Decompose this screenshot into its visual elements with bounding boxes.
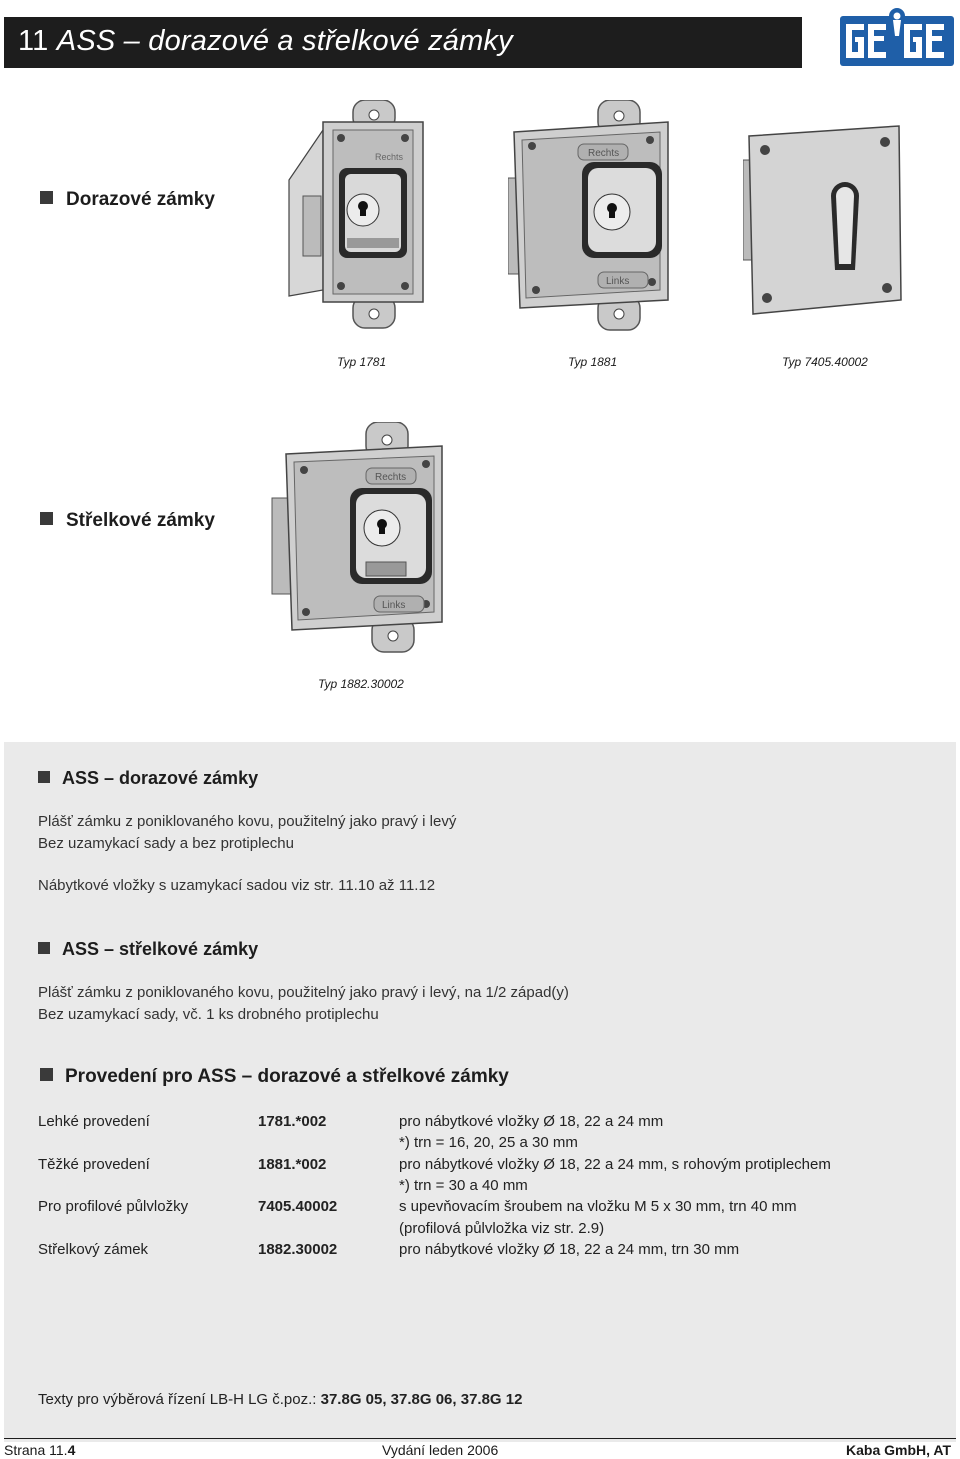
links-label: Links <box>606 276 630 287</box>
caption-typ-1881: Typ 1881 <box>568 355 618 369</box>
title-bar <box>4 17 802 68</box>
variant-code: 1882.30002 <box>258 1241 338 1258</box>
variant-desc: pro nábytkové vložky Ø 18, 22 a 24 mm, trn 30 mm <box>399 1241 740 1258</box>
links-label: Links <box>382 600 406 611</box>
lock-photo-1882 <box>270 422 448 654</box>
footer-rule <box>4 1438 956 1439</box>
text-line: Plášť zámku z poniklovaného kovu, použitelný jako pravý i levý, na 1/2 západ(y) <box>38 984 569 1001</box>
variant-name: Střelkový zámek <box>38 1241 149 1258</box>
variant-code: 1781.*002 <box>258 1113 327 1130</box>
text-line: Bez uzamykací sady, vč. 1 ks drobného protiplechu <box>38 1006 379 1023</box>
caption-typ-7405: Typ 7405.40002 <box>782 355 868 369</box>
caption-typ-1781: Typ 1781 <box>337 355 387 369</box>
chapter-title: ASS – dorazové a střelkové zámky <box>56 25 513 57</box>
footer-issue: Vydání leden 2006 <box>382 1442 499 1458</box>
variant-desc: s upevňovacím šroubem na vložku M 5 x 30 mm, trn 40 mm <box>399 1198 797 1215</box>
rechts-label: Rechts <box>375 152 404 162</box>
chapter-number: 11 <box>18 25 49 57</box>
footer-company: Kaba GmbH, AT <box>846 1442 952 1458</box>
heading-ass-dorazove <box>38 768 258 789</box>
variant-desc-2: *) trn = 16, 20, 25 a 30 mm <box>399 1134 578 1151</box>
variant-desc: pro nábytkové vložky Ø 18, 22 a 24 mm, s rohovým protiplechem <box>399 1156 831 1173</box>
footer-page-prefix: Strana 11. <box>4 1442 68 1458</box>
bullet-square-icon <box>40 512 53 525</box>
lock-photo-7405 <box>743 120 907 320</box>
footer-page-number: 4 <box>67 1442 76 1458</box>
section-heading-strelkove <box>40 510 215 532</box>
tender-texts-codes: 37.8G 05, 37.8G 06, 37.8G 12 <box>320 1391 523 1408</box>
rechts-label: Rechts <box>375 472 407 483</box>
tender-texts <box>38 1391 522 1408</box>
variant-desc-2: (profilová půlvložka viz str. 2.9) <box>399 1220 605 1237</box>
bullet-square-icon <box>38 771 50 783</box>
text-line: Plášť zámku z poniklovaného kovu, použitelný jako pravý i levý <box>38 813 457 830</box>
gege-logo <box>838 8 956 70</box>
variant-code: 7405.40002 <box>258 1198 338 1215</box>
section-heading-dorazove <box>40 189 215 211</box>
caption-typ-1882: Typ 1882.30002 <box>318 677 404 691</box>
variant-name: Lehké provedení <box>38 1113 150 1130</box>
text-line: Bez uzamykací sady a bez protiplechu <box>38 835 294 852</box>
heading-text: ASS – střelkové zámky <box>62 939 259 959</box>
rechts-label: Rechts <box>588 148 620 159</box>
bullet-square-icon <box>40 1068 53 1081</box>
heading-ass-strelkove <box>38 939 258 960</box>
section-title: Střelkové zámky <box>66 510 215 531</box>
lock-photo-1881 <box>508 100 676 332</box>
page-title <box>18 25 513 58</box>
tender-texts-prefix: Texty pro výběrová řízení LB-H LG č.poz.: <box>38 1391 321 1408</box>
variant-name: Těžké provedení <box>38 1156 150 1173</box>
bullet-square-icon <box>38 942 50 954</box>
section-title: Dorazové zámky <box>66 189 215 210</box>
bullet-square-icon <box>40 191 53 204</box>
variant-code: 1881.*002 <box>258 1156 327 1173</box>
variant-desc: pro nábytkové vložky Ø 18, 22 a 24 mm <box>399 1113 664 1130</box>
lock-photo-1781 <box>283 100 449 330</box>
heading-text: ASS – dorazové zámky <box>62 768 259 788</box>
variant-name: Pro profilové půlvložky <box>38 1198 189 1215</box>
text-line: Nábytkové vložky s uzamykací sadou viz str. 11.10 až 11.12 <box>38 877 436 894</box>
heading-provedeni <box>40 1066 509 1088</box>
variant-desc-2: *) trn = 30 a 40 mm <box>399 1177 528 1194</box>
heading-text: Provedení pro ASS – dorazové a střelkové zámky <box>65 1066 509 1087</box>
footer-page <box>4 1442 75 1458</box>
